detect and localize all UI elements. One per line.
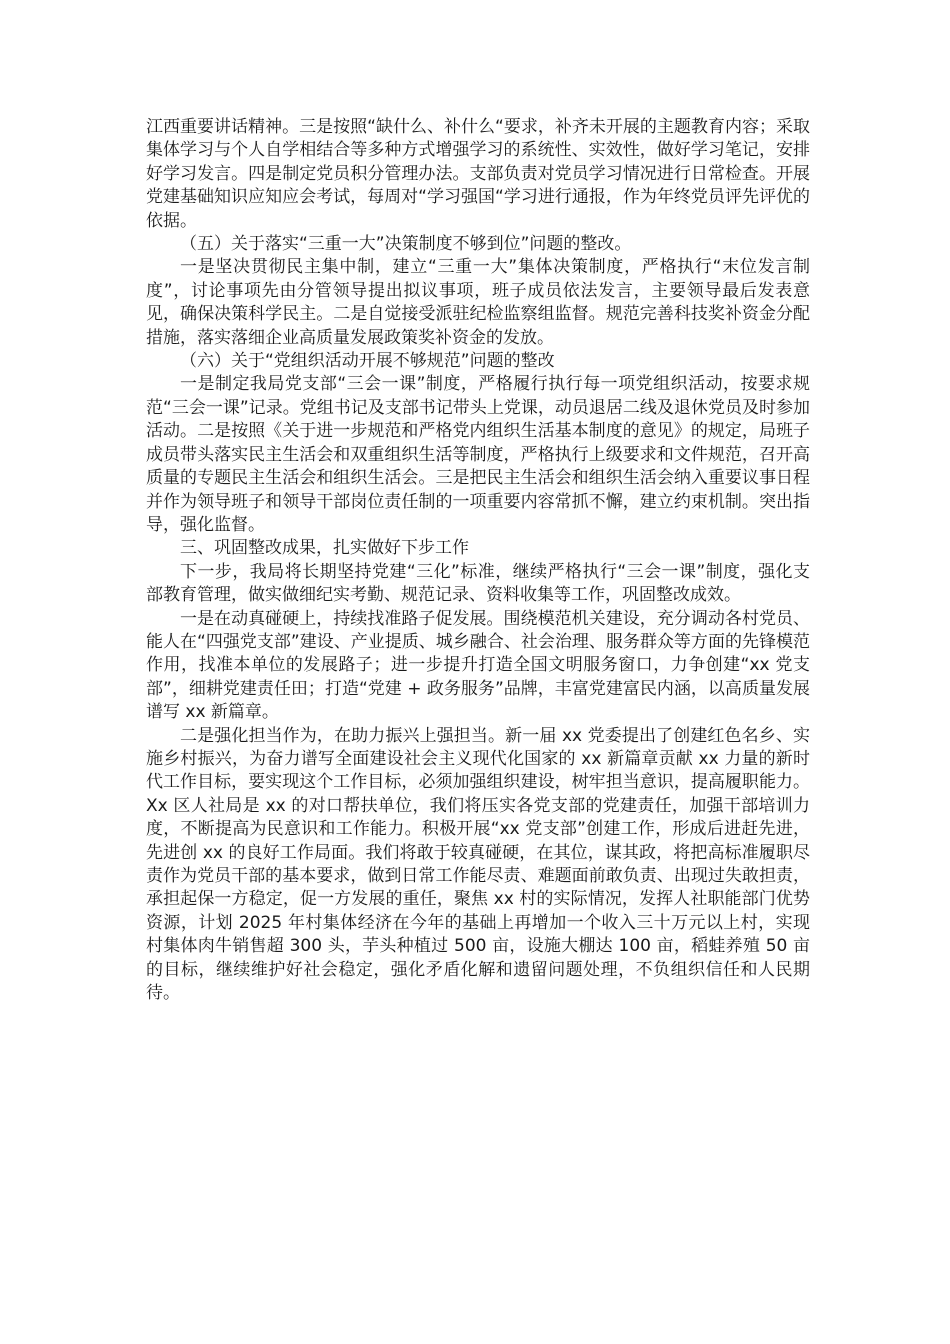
body-paragraph: 一是在动真碰硬上，持续找准路子促发展。围绕模范机关建设，充分调动各村党员、能人在“四强党支部”建设、产业提质、城乡融合、社会治理、服务群众等方面的先锋模范作用，找准本单位的发展路子；进一步提升打造全国文明服务窗口，力争创建“xx 党支部”，细耕党建责任田；打造“党建 + 政务服务”品牌，丰富党建富民内涵，以高质量发展谱写 xx 新篇章。 [146, 608, 810, 723]
body-paragraph: 一是制定我局党支部“三会一课”制度，严格履行执行每一项党组织活动，按要求规范“三会一课”记录。党组书记及支部书记带头上党课，动员退居二线及退休党员及时参加活动。二是按照《关于进一步规范和严格党内组织生活基本制度的意见》的规定，局班子成员带头落实民主生活会和双重组织生活等制度，严格执行上级要求和文件规范，召开高质量的专题民主生活会和组织生活会。三是把民主生活会和组织生活会纳入重要议事日程并作为领导班子和领导干部岗位责任制的一项重要内容常抓不懈，建立约束机制。突出指导，强化监督。 [146, 374, 810, 535]
document-page [146, 116, 810, 1005]
section-heading: 三、巩固整改成果，扎实做好下步工作 [180, 538, 469, 559]
body-paragraph: 下一步，我局将长期坚持党建“三化”标准，继续严格执行“三会一课”制度，强化支部教育管理，做实做细纪实考勤、规范记录、资料收集等工作，巩固整改成效。 [146, 561, 810, 606]
body-paragraph: 一是坚决贯彻民主集中制，建立“三重一大”集体决策制度，严格执行“末位发言制度”，讨论事项先由分管领导提出拟议事项，班子成员依法发言，主要领导最后发表意见，确保决策科学民主。二是自觉接受派驻纪检监察组监督。规范完善科技奖补资金分配措施，落实落细企业高质量发展政策奖补资金的发放。 [146, 257, 810, 348]
body-paragraph: 二是强化担当作为，在助力振兴上强担当。新一届 xx 党委提出了创建红色名乡、实施乡村振兴，为奋力谱写全面建设社会主义现代化国家的 xx 新篇章贡献 xx 力量的新时代工作目标，要实现这个工作目标，必须加强组织建设，树牢担当意识，提高履职能力。Xx 区人社局是 xx 的对口帮扶单位，我们将压实各党支部的党建责任，加强干部培训力度，不断提高为民意识和工作能力。积极开展“xx 党支部”创建工作，形成后进赶先进，先进创 xx 的良好工作局面。我们将敢于较真碰硬，在其位，谋其政，将把高标准履职尽责作为党员干部的基本要求，做到日常工作能尽责、难题面前敢负责、出现过失敢担责，承担起保一方稳定，促一方发展的重任，聚焦 xx 村的实际情况，发挥人社职能部门优势资源，计划 2025 年村集体经济在今年的基础上再增加一个收入三十万元以上村，实现村集体肉牛销售超 300 头，芋头种植过 500 亩，设施大棚达 100 亩，稻蛙养殖 50 亩的目标，继续维护好社会稳定，强化矛盾化解和遗留问题处理，不负组织信任和人民期待。 [146, 725, 810, 1004]
body-paragraph: 江西重要讲话精神。三是按照“缺什么、补什么“要求，补齐未开展的主题教育内容；采取集体学习与个人自学相结合等多种方式增强学习的系统性、实效性，做好学习笔记，安排好学习发言。四是制定党员积分管理办法。支部负责对党员学习情况进行日常检查。开展党建基础知识应知应会考试，每周对“学习强国“学习进行通报，作为年终党员评先评优的依据。 [146, 117, 810, 231]
section-heading: （六）关于“党组织活动开展不够规范”问题的整改 [180, 351, 555, 372]
section-heading: （五）关于落实“三重一大”决策制度不够到位”问题的整改。 [180, 234, 632, 255]
